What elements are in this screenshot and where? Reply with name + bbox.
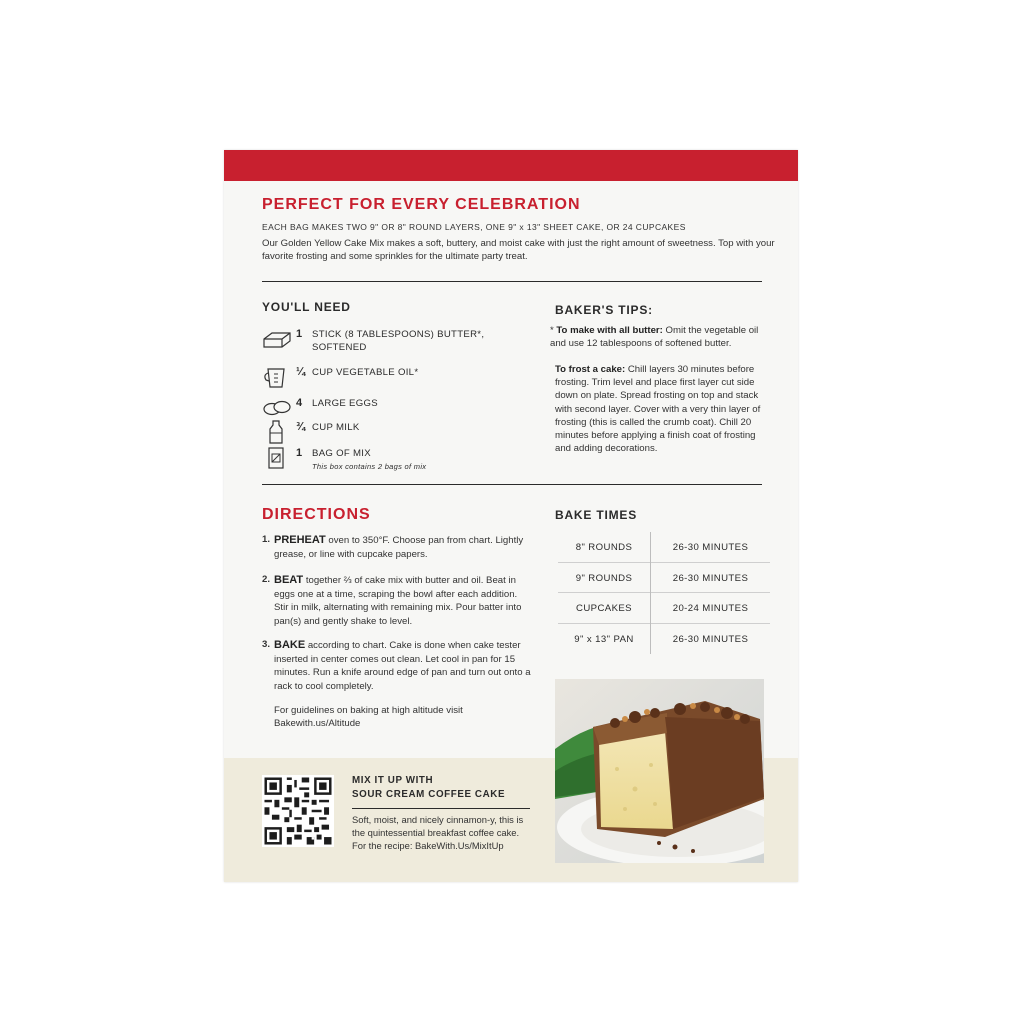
ingredient-name: STICK (8 TABLESPOONS) BUTTER*, SOFTENED [312,329,485,353]
step-keyword: BAKE [274,639,306,651]
measuring-cup-icon [262,365,292,389]
divider [352,808,530,809]
step-body [274,638,532,693]
table-row [558,624,770,655]
mix-it-up-title [352,774,505,802]
step-keyword: PREHEAT [274,534,326,546]
tip-label: To frost a cake: [555,364,626,375]
bake-times-heading: BAKE TIMES [555,508,638,522]
altitude-note: For guidelines on baking at high altitude visit Bakewith.us/Altitude [274,705,463,730]
divider [262,484,762,485]
milk-bottle-icon [262,420,292,444]
bake-time: 26-30 MINUTES [650,624,770,655]
qr-code-icon[interactable] [262,775,334,847]
bakers-tips-heading: BAKER'S TIPS: [555,303,653,317]
table-row [558,563,770,594]
coffee-cake-photo [555,679,764,863]
step-text: according to chart. Cake is done when cake tester inserted in center comes out clean. Let cool in pan for 15 minutes. Run a knife around edge of pan and turn out onto a rack to cool completely. [274,640,531,692]
tip-label: To make with all butter: [556,325,663,336]
step-text: oven to 350°F. Choose pan from chart. Lightly grease, or line with cupcake papers. [274,535,524,561]
mix-bag-icon [262,446,292,470]
ingredient-mix [262,446,522,476]
ingredient-name: CUP VEGETABLE OIL* [312,367,419,378]
ingredient-oil [262,365,522,391]
ingredient-qty: 1 [296,328,303,340]
bake-times-table [558,532,770,654]
tip-bullet: * [550,325,557,336]
butter-stick-icon [262,327,292,351]
mix-it-up-title-line1: MIX IT UP WITH [352,775,434,786]
section-title-celebration: PERFECT FOR EVERY CELEBRATION [262,196,581,213]
ingredient-qty: ¼ [296,366,306,378]
step-number: 1. [262,534,271,545]
ingredient-milk [262,420,522,446]
product-description: Our Golden Yellow Cake Mix makes a soft, buttery, and moist cake with just the right amount of sweetness. Top with your favorite frosting and some sprinkles for the ultimate party treat. [262,238,775,263]
ingredient-note: This box contains 2 bags of mix [312,461,427,471]
ingredient-name: LARGE EGGS [312,398,378,409]
directions-heading: DIRECTIONS [262,506,371,523]
ingredient-qty: ¾ [296,421,306,433]
step-body [274,573,532,628]
step-body [274,533,532,561]
ingredient-name-text: BAG OF MIX [312,448,371,459]
tip-all-butter [550,324,770,350]
bake-time: 20-24 MINUTES [650,593,770,624]
step-text: together ⅔ of cake mix with butter and oil. Beat in eggs one at a time, scraping the bowl after each addition. Stir in milk, alternating with remaining mix. Pour batter into pan(s) and gently shake to level. [274,575,522,627]
tip-frost-cake [555,363,765,456]
pan-size: 8" ROUNDS [575,542,633,553]
ingredient-name: CUP MILK [312,422,360,433]
cake-mix-box-back [224,150,798,882]
tip-text: Omit the vegetable oil and use 12 tablespoons of softened butter. [550,325,759,350]
youll-need-heading: YOU'LL NEED [262,300,351,314]
ingredient-eggs [262,396,522,422]
pan-size: 9" ROUNDS [575,572,633,584]
ingredient-butter [262,327,522,359]
pan-size: CUPCAKES [576,603,632,614]
eggs-icon [262,396,292,420]
mix-it-up-description: Soft, moist, and nicely cinnamon-y, this is the quintessential breakfast coffee cake. For the recipe: BakeWith.Us/MixItUp [352,814,524,851]
step-number: 2. [262,574,271,585]
divider [262,281,762,282]
table-row [558,593,770,624]
bake-time: 26-30 MINUTES [650,532,770,563]
tip-text: Chill layers 30 minutes before frosting. Trim level and place first layer cut side down on plate. Spread frosting on top and stack with second layer. Cover with a very thin layer of frosting (this is called the crumb coat). Chill 20 minutes before applying a finish coat of frosting and adding decorations. [555,364,761,455]
ingredient-name [312,448,512,472]
pan-size: 9" x 13" PAN [574,633,634,645]
step-number: 3. [262,639,271,650]
ingredient-qty: 4 [296,397,303,409]
table-row [558,532,770,563]
mix-it-up-title-line2: SOUR CREAM COFFEE CAKE [352,789,506,801]
ingredient-qty: 1 [296,447,303,459]
yield-subtitle: EACH BAG MAKES TWO 9" OR 8" ROUND LAYERS, ONE 9" x 13" SHEET CAKE, OR 24 CUPCAKES [262,222,686,232]
red-header-band [224,150,798,181]
bake-time: 26-30 MINUTES [650,563,770,594]
step-keyword: BEAT [274,574,304,586]
